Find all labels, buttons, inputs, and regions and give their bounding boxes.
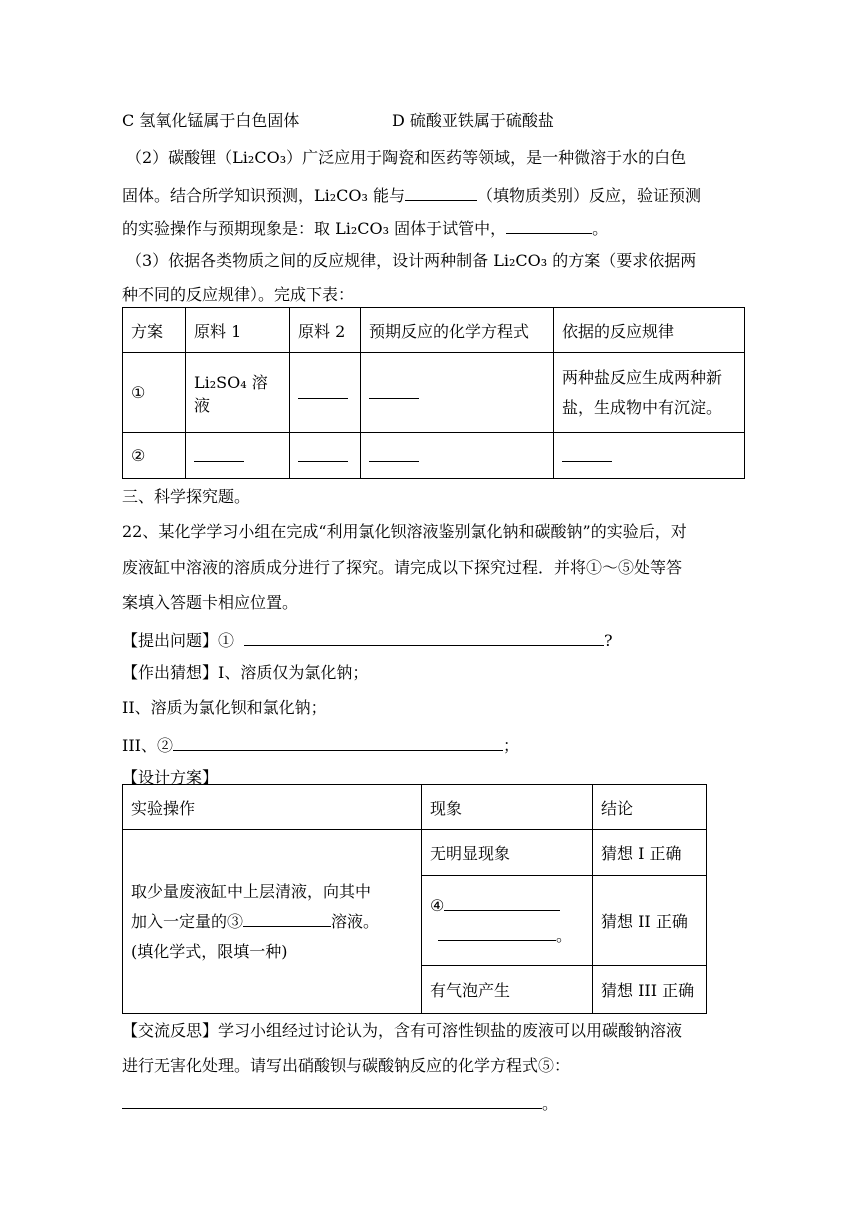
answer-blank[interactable] bbox=[298, 445, 348, 462]
scheme-number: ① bbox=[123, 353, 186, 433]
phenomenon-end: 。 bbox=[556, 925, 573, 945]
table-header: 方案 bbox=[123, 308, 186, 353]
reflection-end: 。 bbox=[542, 1094, 559, 1113]
option-d: D 硫酸亚铁属于硫酸盐 bbox=[392, 111, 554, 130]
q3-line1: （3）依据各类物质之间的反应规律，设计两种制备 Li₂CO₃ 的方案（要求依据两 bbox=[126, 251, 697, 270]
answer-blank[interactable] bbox=[438, 922, 556, 941]
answer-blank[interactable] bbox=[243, 908, 331, 927]
answer-blank[interactable] bbox=[298, 382, 348, 399]
answer-blank[interactable] bbox=[369, 445, 419, 462]
reflection-line2: 进行无害化处理。请写出硝酸钡与碳酸钠反应的化学方程式⑤： bbox=[122, 1056, 571, 1075]
rule-cell[interactable] bbox=[554, 433, 745, 479]
q2-line2-text-b: （填物质类别）反应，验证预测 bbox=[477, 186, 702, 205]
answer-blank[interactable] bbox=[444, 892, 560, 911]
operation-text: 加入一定量的③ bbox=[131, 911, 244, 931]
answer-blank[interactable] bbox=[244, 627, 604, 646]
hypothesis-3-end: ； bbox=[502, 736, 519, 755]
question-end: ? bbox=[604, 631, 613, 650]
q2-line3-text-a: 的实验操作与预期现象是：取 Li₂CO₃ 固体于试管中， bbox=[122, 219, 507, 238]
material2-cell[interactable] bbox=[290, 353, 361, 433]
phenomenon-line bbox=[430, 921, 584, 951]
hypothesis-1: 【作出猜想】I、溶质仅为氯化钠； bbox=[122, 663, 369, 682]
material1-cell[interactable] bbox=[186, 433, 290, 479]
q2-line1: （2）碳酸锂（Li₂CO₃）广泛应用于陶瓷和医药等领域，是一种微溶于水的白色 bbox=[126, 148, 687, 167]
operation-text: 溶液。 bbox=[331, 911, 380, 931]
option-c: C 氢氧化锰属于白色固体 bbox=[122, 111, 300, 130]
table-row bbox=[123, 433, 745, 479]
answer-blank[interactable] bbox=[173, 732, 503, 751]
scheme-number: ② bbox=[123, 433, 186, 479]
q22-line1: 22、某化学学习小组在完成“利用氯化钡溶液鉴别氯化钠和碳酸钠”的实验后，对 bbox=[122, 522, 687, 541]
section-heading: 三、科学探究题。 bbox=[122, 487, 251, 506]
question-label: 【提出问题】① bbox=[122, 631, 235, 650]
answer-blank[interactable] bbox=[562, 445, 612, 462]
q2-line3 bbox=[122, 215, 608, 240]
scheme-table bbox=[122, 307, 745, 479]
operation-cell bbox=[123, 830, 422, 1014]
answer-blank[interactable] bbox=[506, 215, 592, 234]
answer-blank[interactable] bbox=[122, 1090, 542, 1109]
reflection-line1: 【交流反思】学习小组经过讨论认为，含有可溶性钡盐的废液可以用碳酸钠溶液 bbox=[122, 1021, 683, 1040]
material1-cell: Li₂SO₄ 溶液 bbox=[186, 353, 290, 433]
hypothesis-3 bbox=[122, 732, 519, 757]
rule-cell bbox=[554, 353, 745, 433]
conclusion-cell: 猜想 I 正确 bbox=[593, 830, 707, 876]
conclusion-cell: 猜想 III 正确 bbox=[593, 966, 707, 1014]
material2-cell[interactable] bbox=[290, 433, 361, 479]
q2-line2 bbox=[122, 182, 701, 207]
phenomenon-line bbox=[430, 891, 584, 921]
rule-line: 盐，生成物中有沉淀。 bbox=[562, 397, 723, 417]
phenomenon-prefix: ④ bbox=[430, 895, 445, 915]
answer-blank[interactable] bbox=[369, 382, 419, 399]
operation-line bbox=[131, 907, 413, 937]
question-prompt bbox=[122, 627, 613, 652]
phenomenon-cell: 有气泡产生 bbox=[422, 966, 593, 1014]
reflection-answer bbox=[122, 1090, 558, 1115]
table-row bbox=[123, 830, 707, 876]
operation-line: 取少量废液缸中上层清液，向其中 bbox=[131, 881, 372, 901]
table-header: 预期反应的化学方程式 bbox=[361, 308, 554, 353]
phenomenon-cell: 无明显现象 bbox=[422, 830, 593, 876]
table-header: 结论 bbox=[593, 785, 707, 830]
table-header: 原料 2 bbox=[290, 308, 361, 353]
q22-line3: 案填入答题卡相应位置。 bbox=[122, 593, 299, 612]
experiment-table bbox=[122, 784, 707, 1014]
answer-blank[interactable] bbox=[405, 182, 477, 201]
phenomenon-cell[interactable] bbox=[422, 876, 593, 966]
equation-cell[interactable] bbox=[361, 433, 554, 479]
table-header: 实验操作 bbox=[123, 785, 422, 830]
operation-line: (填化学式，限填一种) bbox=[131, 941, 288, 961]
table-row bbox=[123, 353, 745, 433]
table-header: 原料 1 bbox=[186, 308, 290, 353]
q2-line2-text-a: 固体。结合所学知识预测，Li₂CO₃ 能与 bbox=[122, 186, 406, 205]
equation-cell[interactable] bbox=[361, 353, 554, 433]
q2-line3-text-b: 。 bbox=[592, 219, 609, 238]
conclusion-cell: 猜想 II 正确 bbox=[593, 876, 707, 966]
rule-line: 两种盐反应生成两种新 bbox=[562, 367, 723, 387]
q3-line2: 种不同的反应规律）。完成下表： bbox=[122, 285, 355, 304]
q22-line2: 废液缸中溶液的溶质成分进行了探究。请完成以下探究过程．并将①～⑤处等答 bbox=[122, 558, 683, 577]
table-header: 依据的反应规律 bbox=[554, 308, 745, 353]
answer-blank[interactable] bbox=[194, 445, 244, 462]
hypothesis-3-label: III、② bbox=[122, 736, 173, 755]
table-header-row bbox=[123, 308, 745, 353]
table-header-row bbox=[123, 785, 707, 830]
hypothesis-2: II、溶质为氯化钡和氯化钠； bbox=[122, 698, 327, 717]
table-header: 现象 bbox=[422, 785, 593, 830]
design-label: 【设计方案】 bbox=[122, 768, 219, 787]
